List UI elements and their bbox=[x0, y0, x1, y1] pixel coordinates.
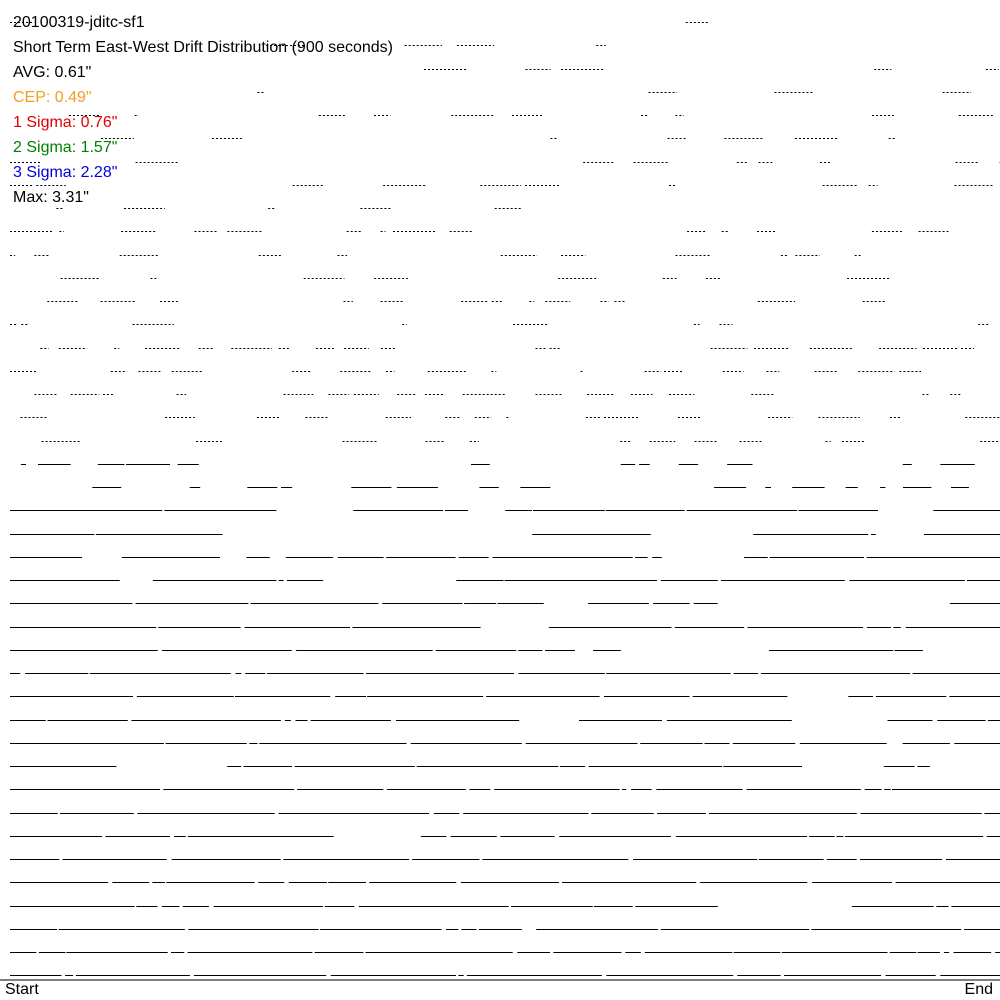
stat-max: Max: 3.31" bbox=[13, 189, 89, 206]
x-axis-start-label: Start bbox=[5, 981, 39, 998]
stat-1-sigma: 1 Sigma: 0.76" bbox=[13, 114, 118, 131]
stat-avg: AVG: 0.61" bbox=[13, 64, 92, 81]
chart-title: 20100319-jditc-sf1 bbox=[13, 14, 145, 31]
x-axis-end-label: End bbox=[964, 981, 993, 998]
stat-2-sigma: 2 Sigma: 1.57" bbox=[13, 139, 118, 156]
stat-3-sigma: 3 Sigma: 2.28" bbox=[13, 164, 118, 181]
stats-legend bbox=[13, 10, 393, 210]
chart-subtitle: Short Term East-West Drift Distribution (900 seconds) bbox=[13, 39, 393, 56]
stat-cep: CEP: 0.49" bbox=[13, 89, 92, 106]
